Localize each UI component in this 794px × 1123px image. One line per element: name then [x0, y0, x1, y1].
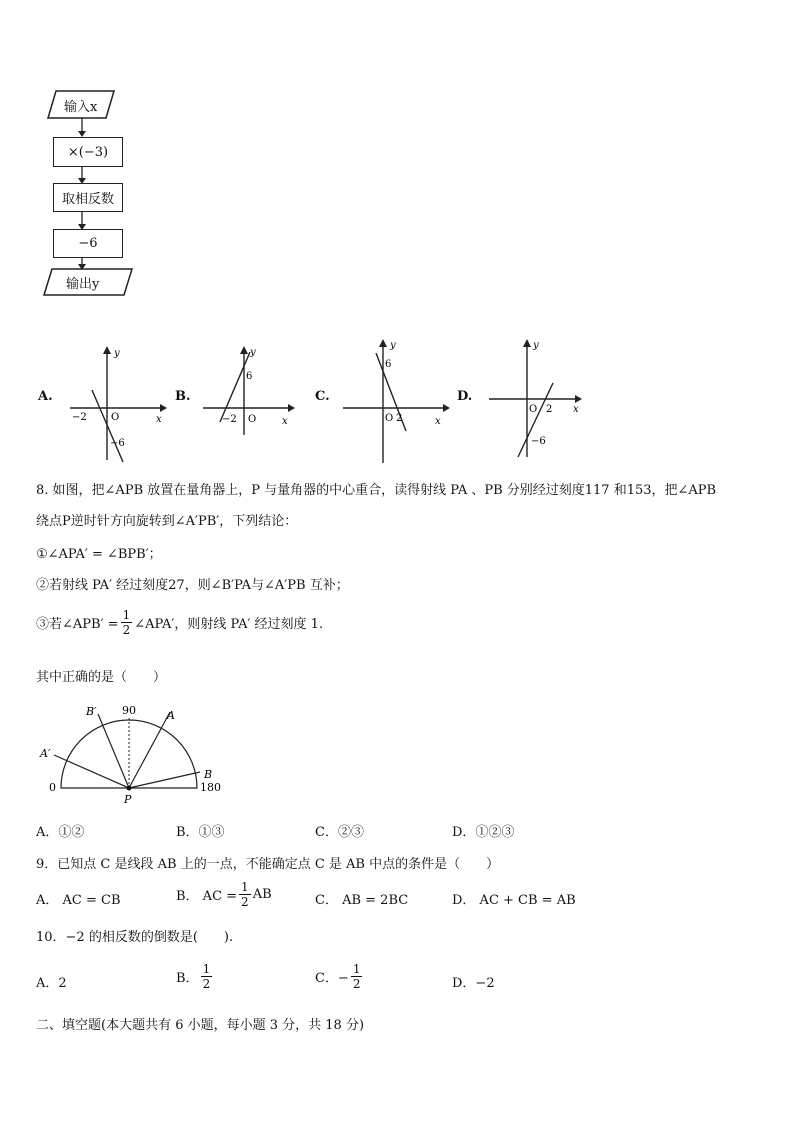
graph-a-y-intercept: −6 [110, 438, 125, 449]
q10-b-numerator: 1 [202, 962, 211, 976]
q8-question: 其中正确的是（ ） [36, 670, 167, 685]
graph-a-x-intercept: −2 [72, 412, 87, 423]
q8-statement-3-prefix: ③若∠APB′ = [36, 617, 119, 632]
protractor-label-0: 0 [49, 781, 56, 794]
q9-option-b-prefix: B． AC = [176, 889, 238, 904]
protractor-label-a: A [167, 709, 175, 722]
graph-a [60, 340, 175, 465]
flowchart-output: 输出y [66, 277, 100, 292]
graph-c-x-intercept: 2 [396, 413, 403, 424]
graph-d-origin: O [529, 404, 538, 415]
q10-c-denominator: 2 [352, 977, 361, 991]
graph-d-x-label: x [573, 404, 579, 415]
q10-stem: 10．−2 的相反数的倒数是( ). [36, 930, 234, 945]
q8-statement-2: ②若射线 PA′ 经过刻度27，则∠B′PA与∠A′PB 互补； [36, 578, 349, 593]
section-2-heading: 二、填空题(本大题共有 6 小题，每小题 3 分，共 18 分) [36, 1018, 365, 1033]
graph-c-y-intercept: 6 [385, 359, 392, 370]
flowchart-step-multiply: ×(−3) [53, 137, 123, 167]
q10-option-b-prefix: B． [176, 971, 199, 986]
protractor-figure [36, 700, 226, 810]
graph-d-y-intercept: −6 [531, 436, 546, 447]
q10-option-c-prefix: C．− [315, 971, 349, 986]
flowchart-step-negate: 取相反数 [53, 183, 123, 212]
q9-option-b [176, 880, 272, 909]
graph-c-origin: O [385, 413, 394, 424]
protractor-label-90: 90 [122, 704, 136, 717]
q8-statement-3-suffix: ∠APA′，则射线 PA′ 经过刻度 1. [134, 617, 324, 632]
graph-c-y-label: y [390, 340, 396, 351]
q8-statement-1: ①∠APA′ = ∠BPB′； [36, 547, 162, 562]
protractor-label-b: B [204, 768, 213, 781]
q8-fraction-numerator: 1 [122, 608, 131, 622]
q8-statement-3-fraction [121, 608, 133, 637]
graph-b-x-intercept: −2 [222, 414, 237, 425]
q9-stem: 9．已知点 C 是线段 AB 上的一点，不能确定点 C 是 AB 中点的条件是（ ） [36, 857, 500, 872]
protractor-label-180: 180 [200, 781, 221, 794]
q8-stem-line2: 绕点P逆时针方向旋转到∠A′PB′，下列结论： [36, 514, 298, 529]
flowchart-step-subtract: −6 [53, 229, 123, 258]
graph-label-a: A. [38, 389, 53, 404]
graph-b [198, 340, 303, 465]
q8-option-b: B．①③ [176, 825, 225, 840]
graph-c-x-label: x [435, 416, 441, 427]
q10-option-c-fraction [351, 962, 363, 991]
protractor-label-p: P [124, 793, 132, 806]
graph-b-y-intercept: 6 [246, 371, 253, 382]
graph-label-d: D. [457, 389, 473, 404]
q10-option-d: D．−2 [452, 976, 495, 991]
graph-label-b: B. [175, 389, 191, 404]
graph-a-x-label: x [156, 414, 162, 425]
q10-c-numerator: 1 [352, 962, 361, 976]
graph-c [338, 335, 453, 465]
q8-stem-line1: 8. 如图，把∠APB 放置在量角器上，P 与量角器的中心重合，读得射线 PA 、PB 分别经过刻度117 和153，把∠APB [36, 483, 717, 498]
flowchart-input: 输入x [64, 100, 98, 115]
graph-b-origin: O [248, 414, 257, 425]
graph-b-y-label: y [250, 347, 256, 358]
q8-fraction-denominator: 2 [122, 623, 131, 637]
q10-option-a: A．2 [36, 976, 67, 991]
graph-d [486, 335, 591, 465]
q9-option-a: A． AC = CB [36, 893, 121, 908]
q9-option-d: D． AC + CB = AB [452, 893, 576, 908]
graph-d-x-intercept: 2 [546, 404, 553, 415]
graph-a-y-label: y [114, 348, 120, 359]
q9-fraction-numerator: 1 [241, 880, 249, 894]
q9-option-b-fraction [239, 880, 251, 909]
q10-option-b-fraction [201, 962, 213, 991]
protractor-label-a-prime: A′ [40, 747, 51, 760]
protractor-label-b-prime: B′ [86, 705, 97, 718]
q9-fraction-denominator: 2 [241, 895, 249, 909]
q8-option-a: A．①② [36, 825, 85, 840]
q8-option-c: C．②③ [315, 825, 364, 840]
graph-d-y-label: y [533, 340, 539, 351]
q10-b-denominator: 2 [202, 977, 211, 991]
q8-statement-3 [36, 608, 323, 637]
q9-option-b-suffix: AB [252, 887, 272, 902]
graph-label-c: C. [315, 389, 330, 404]
graph-a-origin: O [111, 412, 120, 423]
q10-option-b [176, 962, 214, 991]
graph-b-x-label: x [282, 416, 288, 427]
q9-option-c: C． AB = 2BC [315, 893, 409, 908]
q10-option-c [315, 962, 364, 991]
q8-option-d: D．①②③ [452, 825, 515, 840]
